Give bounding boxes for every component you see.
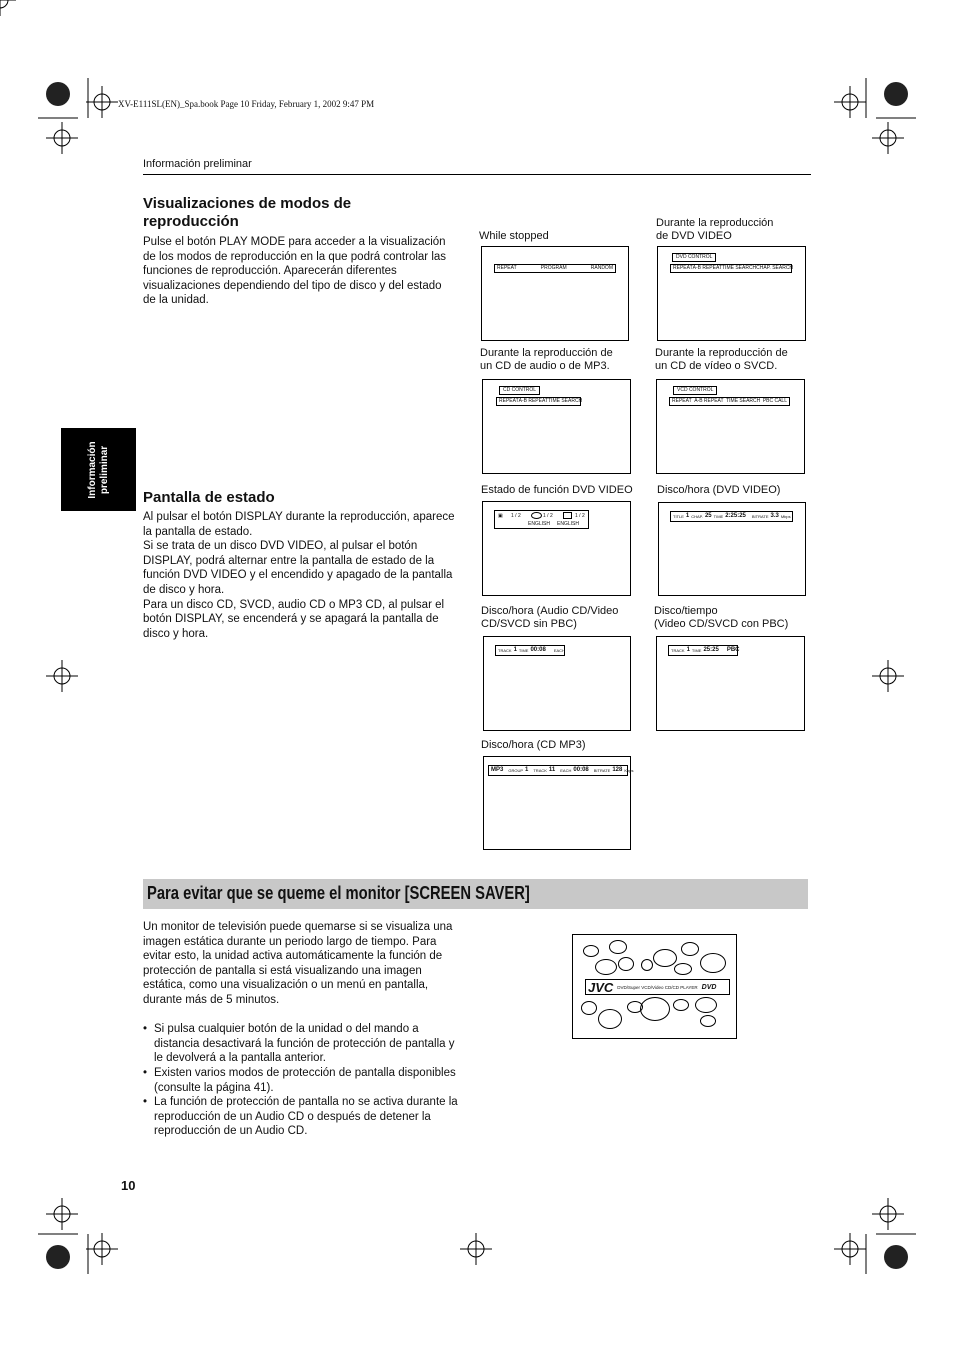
caption-vcd-play: Durante la reproducción de un CD de vídeo o SVCD. <box>655 347 788 372</box>
section-play-modes <box>143 195 463 308</box>
list-item: • La función de protección de pantalla no se activa durante la reproducción de un Audio CD o después de detener la reproducción de un Audio CD. <box>143 1095 459 1139</box>
caption-mp3-time: Disco/hora (CD MP3) <box>481 739 586 751</box>
screen-dvd-play <box>657 246 806 341</box>
paragraph: Al pulsar el botón DISPLAY durante la reproducción, aparece la pantalla de estado. <box>143 511 455 538</box>
angle-value: 1 / 2 <box>511 513 521 519</box>
audio-icon <box>531 512 542 519</box>
section-header: Información preliminar <box>143 158 252 170</box>
subtitle-language: ENGLISH <box>557 521 579 527</box>
disc-time-bar: TRACK 1 TIME 00:08 EACH <box>495 645 565 656</box>
section-title: Pantalla de estado <box>143 489 275 506</box>
player-label: DVD/Super VCD/Video CD/CD PLAYER <box>617 984 698 990</box>
paragraph: Para un disco CD, SVCD, audio CD o MP3 CD, al pulsar el botón DISPLAY, se encenderá y se apagará la pantalla de disco y hora. <box>143 598 445 640</box>
disc-time-bar: MP3 GROUP 1 TRACK 11 EACH 00:08 BITRATE 128 Kbps <box>488 765 628 776</box>
play-mode-bar: REPEAT A-B REPEAT TIME SEARCH <box>496 397 581 406</box>
page-number: 10 <box>121 1178 136 1193</box>
caption-dvd-time: Disco/hora (DVD VIDEO) <box>657 484 781 496</box>
control-tag: CD CONTROL <box>499 386 540 395</box>
caption-cd-play: Durante la reproducción de un CD de audio o de MP3. <box>480 347 613 372</box>
caption-cd-time: Disco/hora (Audio CD/Video CD/SVCD sin PBC) <box>481 605 619 630</box>
disc-time-bar: TITLE 1 CHAP. 25 TIME 2:25:25 BITRATE 3.3 Mbps <box>670 511 793 522</box>
print-meta: XV-E111SL(EN)_Spa.book Page 10 Friday, February 1, 2002 9:47 PM <box>118 99 375 109</box>
caption-dvd-status: Estado de función DVD VIDEO <box>481 484 633 496</box>
screen-vcd-time <box>656 636 805 731</box>
jvc-logo: JVC <box>588 979 614 995</box>
play-mode-bar: REPEAT PROGRAM RANDOM <box>494 264 616 273</box>
section-body: Pulse el botón PLAY MODE para acceder a la visualización de los modos de reproducción en la que podrá controlar las funciones de reproducción. Aparecerán diferentes visualizaciones dependiendo del tipo de disco y del estado de la unidad. <box>143 236 447 307</box>
screen-saver-title-bar <box>143 879 808 909</box>
subtitle-value: 1 / 2 <box>575 513 585 519</box>
screen-dvd-status <box>482 501 631 596</box>
screen-vcd-play <box>656 379 805 474</box>
screen-dvd-time <box>658 502 806 596</box>
angle-icon: ▣ <box>498 513 503 519</box>
caption-stopped: While stopped <box>479 230 549 242</box>
bullet-list <box>143 1022 459 1139</box>
section-status-screen <box>143 489 463 641</box>
paragraph: Un monitor de televisión puede quemarse si se visualiza una imagen estática durante un periodo largo de tiempo. Para evitar esto, la unidad activa automáticamente la función de protección de pantalla si está visualizando una imagen estática, como una visualización o un menú en pantalla, durante más de 5 minutos. <box>143 921 453 1006</box>
caption-vcd-time: Disco/tiempo (Video CD/SVCD con PBC) <box>654 605 789 630</box>
caption-dvd-play: Durante la reproducción de DVD VIDEO <box>656 217 774 242</box>
dvd-logo: DVD <box>701 983 717 991</box>
side-tab-line1: Información <box>86 440 98 499</box>
audio-value: 1 / 2 <box>543 513 553 519</box>
screen-stopped <box>481 246 629 341</box>
screen-cd-play <box>482 379 631 474</box>
paragraph: Si se trata de un disco DVD VIDEO, al pulsar el botón DISPLAY, podrá alternar entre la pantalla de estado de la función DVD VIDEO y el encendido y apagado de la pantalla de disco y hora. <box>143 540 453 596</box>
control-tag: DVD CONTROL <box>672 253 716 262</box>
player-panel <box>585 979 730 995</box>
play-mode-bar: REPEAT A-B REPEAT TIME SEARCH CHAP. SEARCH <box>670 264 792 273</box>
dvd-status-bar <box>494 510 589 529</box>
list-item: • Existen varios modos de protección de pantalla disponibles (consulte la página 41). <box>143 1066 459 1095</box>
section-title: Visualizaciones de modos de reproducción <box>143 195 352 230</box>
screen-mp3-time <box>483 756 634 850</box>
header-rule <box>143 174 811 175</box>
control-tag: VCD CONTROL <box>673 386 717 395</box>
play-mode-bar: REPEAT A-B REPEAT TIME SEARCH PBC CALL <box>669 397 790 406</box>
screen-cd-time <box>483 636 631 731</box>
screen-saver-illustration <box>572 934 737 1039</box>
audio-language: ENGLISH <box>528 521 550 527</box>
subtitle-icon <box>563 512 572 519</box>
section-title: Para evitar que se queme el monitor [SCREEN SAVER] <box>147 883 530 903</box>
list-item: • Si pulsa cualquier botón de la unidad o del mando a distancia desactivará la función de protección de pantalla y le devolverá a la pantalla anterior. <box>143 1022 459 1066</box>
disc-time-bar: TRACK 1 TIME 25:25 PBC <box>668 645 738 656</box>
side-tab <box>61 428 136 511</box>
section-screen-saver <box>143 920 459 1139</box>
side-tab-line2: preliminar <box>98 445 110 494</box>
